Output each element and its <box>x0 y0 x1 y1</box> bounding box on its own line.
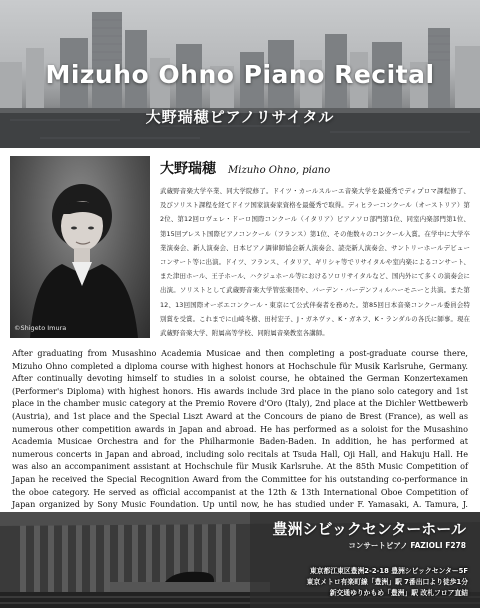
name-line <box>160 158 470 178</box>
venue-name: 豊洲シビックセンターホール <box>272 520 466 538</box>
biography-japanese-text: 武蔵野音楽大学卒業、同大学院修了。ドイツ・カールスルーエ音楽大学を最優秀でディプロマ課程修了、及びソリスト課程を経てドイツ国家演奏家資格を最優秀で取得。ディヒラーコンクール（オーストリア）第2位、第12回ロヴェレ・ドーロ国際コンクール（イタリア）ピアノソロ部門第1位、同室内楽部門第1位、第15回ブレスト国際ピアノコンクール（フランス）第1位、その他数々のコンクール入賞。在学中に大学卒業演奏会、新人演奏会、日本ピアノ調律師協会新人演奏会、読売新人演奏会、サントリーホールデビューコンサート等に出演。ドイツ、フランス、イタリア、ギリシャ等でリサイタルや室内楽によるコンサート、また津田ホール、王子ホール、ハクジュホール等におけるソロリサイタルなど、国内外にて多くの演奏会に出演。ソリストとして武蔵野音楽大学管弦楽団や、バーデン・バーデンフィルハーモニーと共演。また第12、13回国際オーボエコンクール・東京にて公式伴奏者を務めた。第85回日本音楽コンクール委員会特別賞を受賞。これまでに山崎冬樹、田村宏子、J・ガネヴァ、K・ガネフ、K・ランダルの各氏に師事。現在武蔵野音楽大学、附属高等学校、同附属音楽教室各講師。 <box>160 187 470 338</box>
venue-piano: コンサートピアノ FAZIOLI F278 <box>348 541 466 550</box>
venue-info <box>307 566 468 599</box>
pianist-portrait <box>10 156 150 338</box>
venue-access-metro: 東京メトロ有楽町線「豊洲」駅 7番出口より徒歩1分 <box>306 578 468 586</box>
pianist-photo <box>10 156 150 338</box>
venue-address: 東京都江東区豊洲2-2-18 豊洲シビックセンター5F <box>309 567 468 575</box>
photo-credit: ©Shigeto Imura <box>14 324 67 332</box>
biography-japanese <box>160 158 470 340</box>
pianist-name-japanese: 大野瑞穂 <box>160 161 216 177</box>
recital-title: Mizuho Ohno Piano Recital <box>45 60 435 89</box>
venue-banner <box>0 512 480 608</box>
venue-access-yurikamome: 新交通ゆりかもめ「豊洲」駅 改札フロア直結 <box>329 589 468 597</box>
biography-english-text: After graduating from Musashino Academia Musicae and then completing a post-graduate course there, Mizuho Ohno completed a diploma course with highest honors at Hochschule für Musik Karlsruhe, Germany. After continually devoting himself to studies in a soloist course, he obtained the German Konzertexamen (Performer's Diploma) with highest honors. His awards include 3rd place in the piano solo category and 1st place in the chamber music category at the Premio Rovere d'Oro (Italy), 2nd place at the Dichler Wettbewerb (Austria), and 1st place and the Special Liszt Award at the Concours de piano de Brest (France), as well as numerous other competition awards in Japan and abroad. He has performed as a soloist for the Musashino Academia Musicae Orchestra and for the Philharmonie Baden-Baden. In addition, he has performed at numerous concerts in Japan and abroad, including solo recitals at Tsuda Hall, Oji Hall, and Hakuju Hall. He was also an accompaniment assistant at Hochschule für Musik Karlsruhe. At the 85th Music Competition of Japan he received the Special Recognition Award from the Committee for his outstanding co-performance in the oboe category. He served as official accompanist at the 12th & 13th International Oboe Competition of Japan organized by Sony Music Foundation. Up until now, he has studied under F. Yamasaki, A. Tamura, J. <box>12 348 468 510</box>
recital-title-japanese: 大野瑞穂ピアノリサイタル <box>145 108 335 126</box>
header-banner <box>0 0 480 148</box>
pianist-name-english: Mizuho Ohno, piano <box>228 165 331 176</box>
